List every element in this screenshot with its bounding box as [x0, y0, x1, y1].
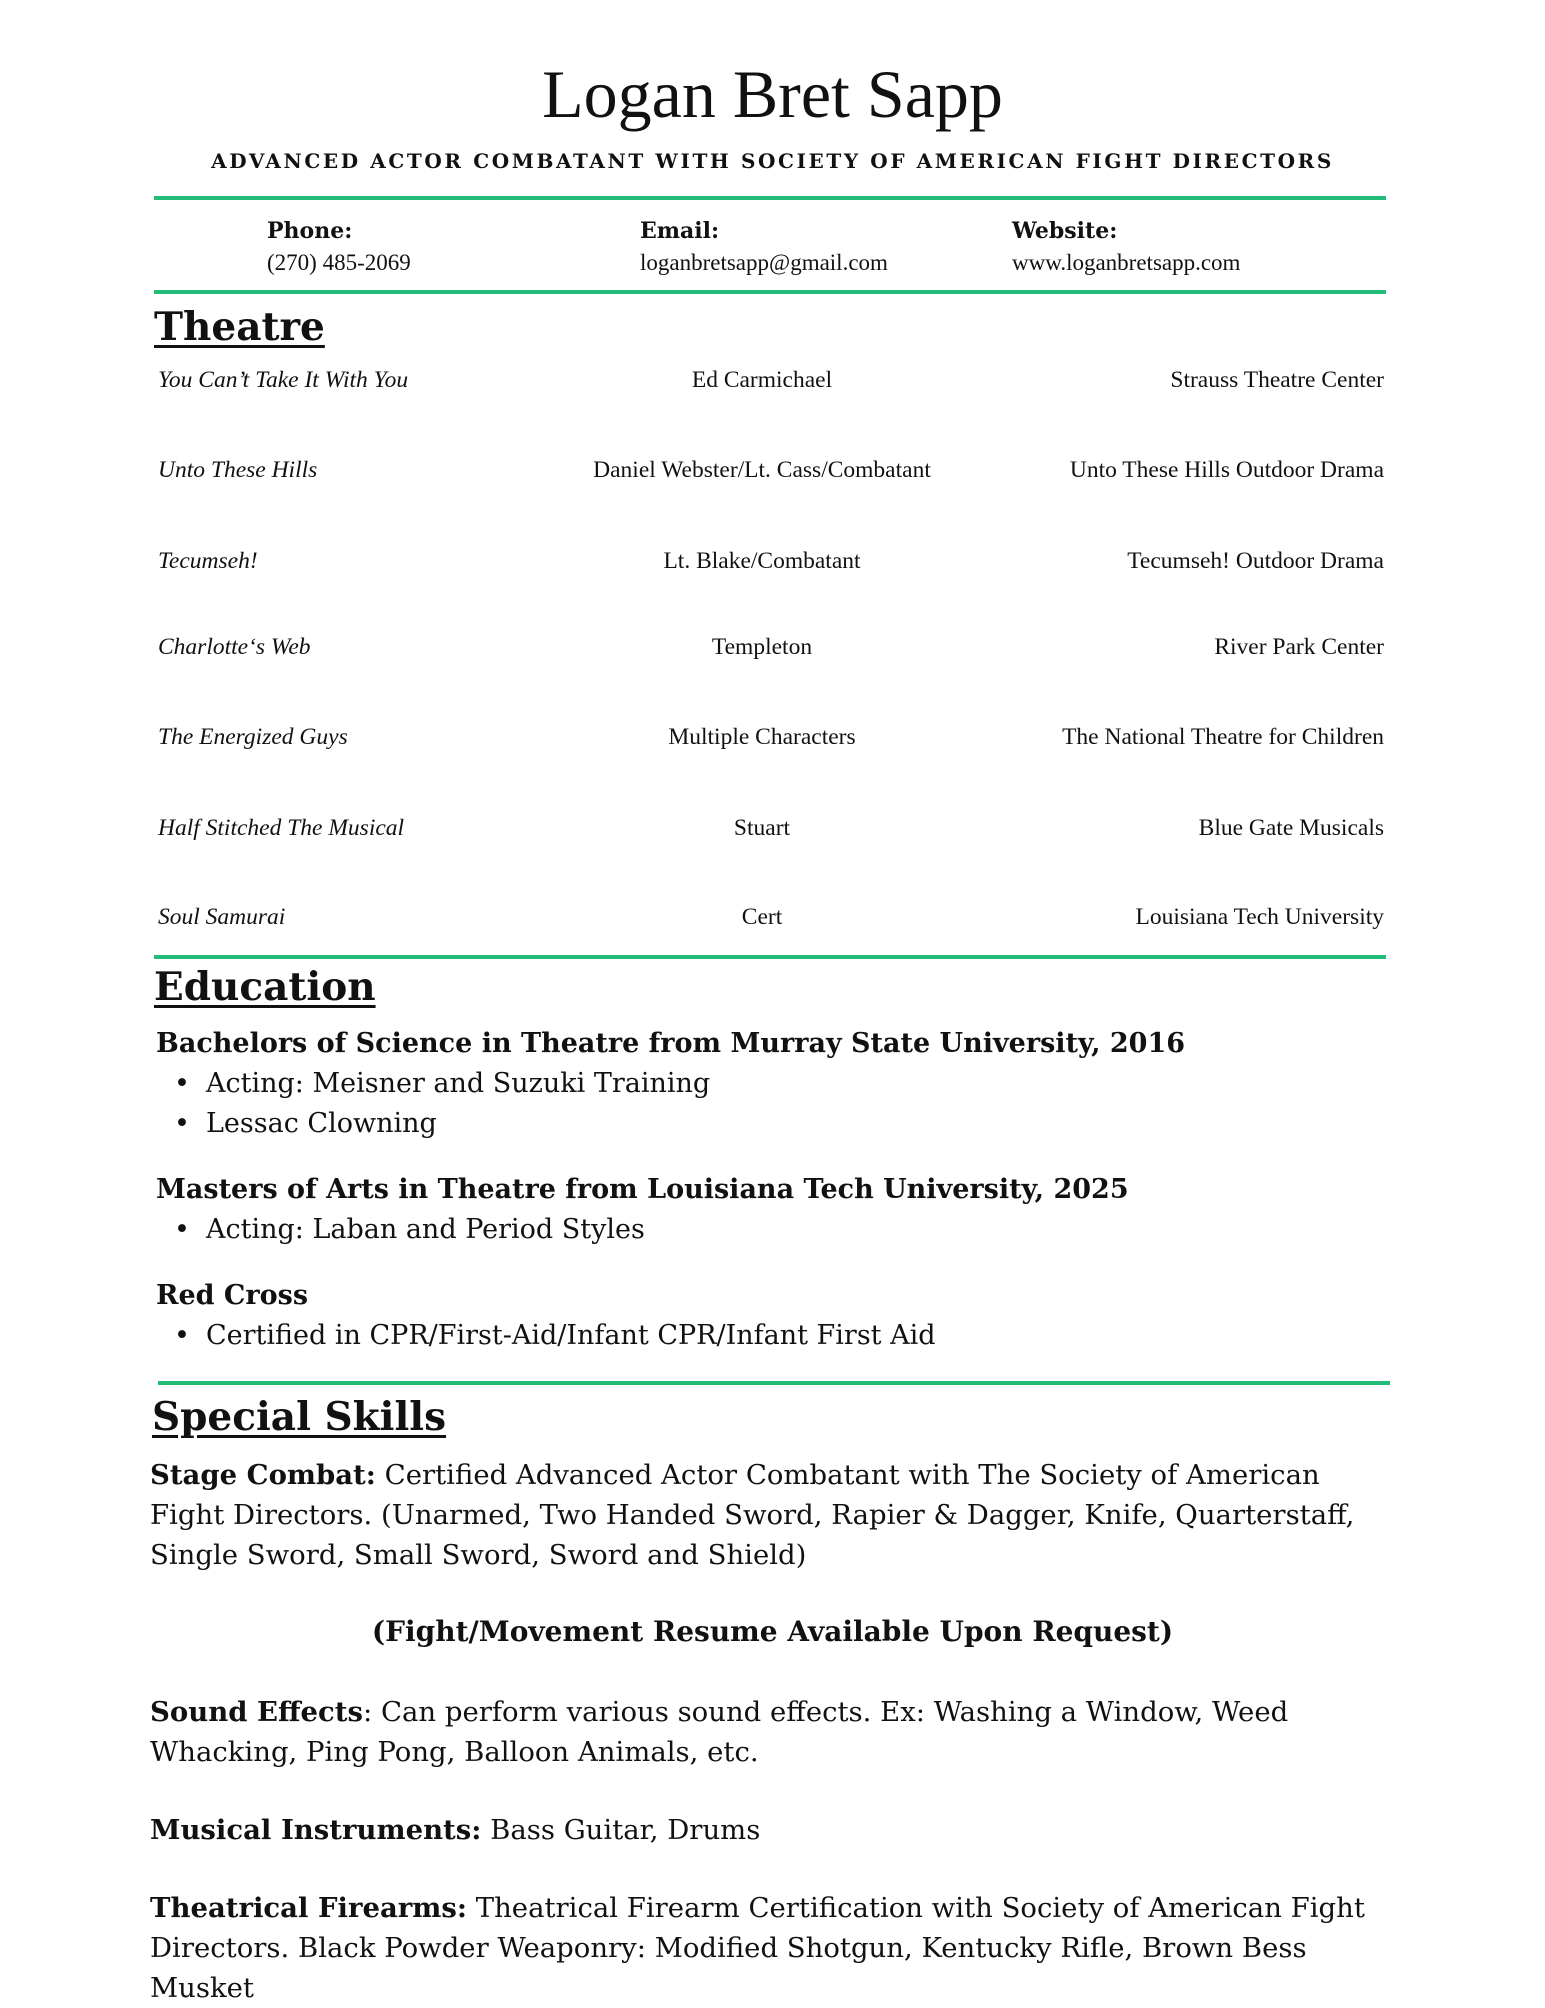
degree-details	[156, 1210, 645, 1250]
role: Multiple Characters	[668, 724, 856, 750]
skill-label: Theatrical Firearms:	[150, 1892, 467, 1924]
theatrical-firearms-skill	[150, 1888, 1400, 2008]
degree-title: Masters of Arts in Theatre from Louisiana Tech University, 2025	[156, 1174, 1129, 1205]
sound-effects-skill	[150, 1692, 1400, 1772]
certification-title: Red Cross	[156, 1280, 309, 1311]
email-value: loganbretsapp@gmail.com	[640, 250, 888, 275]
divider	[154, 196, 1386, 200]
role: Stuart	[733, 815, 791, 841]
venue: Strauss Theatre Center	[1170, 367, 1384, 393]
contact-website	[1012, 215, 1240, 279]
degree-details	[156, 1064, 710, 1144]
resume-note: (Fight/Movement Resume Available Upon Request)	[371, 1615, 1174, 1648]
theatre-row	[158, 719, 1384, 755]
stage-combat-skill	[150, 1455, 1400, 1575]
list-item: • Lessac Clowning	[156, 1104, 710, 1144]
education-heading: Education	[154, 964, 376, 1010]
skill-label: Musical Instruments:	[150, 1814, 482, 1846]
theatre-heading: Theatre	[154, 304, 325, 350]
divider	[158, 1381, 1390, 1385]
theatre-row	[158, 810, 1384, 846]
phone-value: (270) 485-2069	[267, 250, 411, 275]
show-title: Unto These Hills	[158, 457, 318, 483]
skill-text: Theatrical Firearm Certification with Society of American Fight Directors. Black Powder Weaponry: Modified Shotgun, Kentucky Rifle, Brown Bess Musket	[150, 1892, 1365, 2004]
degree-title: Bachelors of Science in Theatre from Murray State University, 2016	[156, 1028, 1186, 1059]
venue: Louisiana Tech University	[1135, 904, 1384, 930]
skill-label: Sound Effects	[150, 1696, 363, 1728]
list-item: • Acting: Meisner and Suzuki Training	[156, 1064, 710, 1104]
candidate-tagline: ADVANCED ACTOR COMBATANT WITH SOCIETY OF AMERICAN FIGHT DIRECTORS	[211, 149, 1334, 173]
show-title: You Can’t Take It With You	[158, 367, 409, 393]
skill-text: Bass Guitar, Drums	[481, 1814, 761, 1846]
list-item: • Certified in CPR/First-Aid/Infant CPR/Infant First Aid	[156, 1316, 936, 1356]
role: Cert	[741, 904, 783, 930]
show-title: Soul Samurai	[158, 904, 286, 930]
special-skills-heading: Special Skills	[152, 1394, 447, 1440]
website-value: www.loganbretsapp.com	[1012, 250, 1241, 275]
website-label: Website:	[1012, 218, 1118, 244]
phone-label: Phone:	[267, 218, 353, 244]
theatre-row	[158, 899, 1384, 935]
show-title: Charlotte‘s Web	[158, 634, 311, 660]
venue: Tecumseh! Outdoor Drama	[1127, 548, 1384, 574]
list-item: • Acting: Laban and Period Styles	[156, 1210, 645, 1250]
venue: River Park Center	[1214, 634, 1384, 660]
venue: Blue Gate Musicals	[1198, 815, 1384, 841]
certification-details	[156, 1316, 936, 1356]
candidate-name: Logan Bret Sapp	[542, 56, 1003, 132]
venue: The National Theatre for Children	[1062, 724, 1384, 750]
contact-phone	[267, 215, 411, 279]
role: Lt. Blake/Combatant	[663, 548, 861, 574]
contact-email	[640, 215, 888, 279]
skill-text: : Can perform various sound effects. Ex: Washing a Window, Weed Whacking, Ping Pong, Balloon Animals, etc.	[150, 1696, 1289, 1768]
show-title: The Energized Guys	[158, 724, 348, 750]
theatre-row	[158, 543, 1384, 579]
divider	[154, 290, 1386, 294]
skill-label: Stage Combat:	[150, 1459, 376, 1491]
role: Daniel Webster/Lt. Cass/Combatant	[593, 457, 931, 483]
theatre-row	[158, 629, 1384, 665]
show-title: Half Stitched The Musical	[158, 815, 405, 841]
role: Ed Carmichael	[691, 367, 833, 393]
role: Templeton	[711, 634, 813, 660]
theatre-row	[158, 452, 1384, 488]
theatre-row	[158, 362, 1384, 398]
show-title: Tecumseh!	[158, 548, 258, 574]
musical-instruments-skill	[150, 1810, 1400, 1850]
venue: Unto These Hills Outdoor Drama	[1069, 457, 1384, 483]
divider	[154, 955, 1386, 959]
skill-text: Certified Advanced Actor Combatant with The Society of American Fight Directors. (Unarmed, Two Handed Sword, Rapier & Dagger, Knife, Quarterstaff, Single Sword, Small Sword, Sword and Shield)	[150, 1459, 1355, 1571]
email-label: Email:	[640, 218, 720, 244]
